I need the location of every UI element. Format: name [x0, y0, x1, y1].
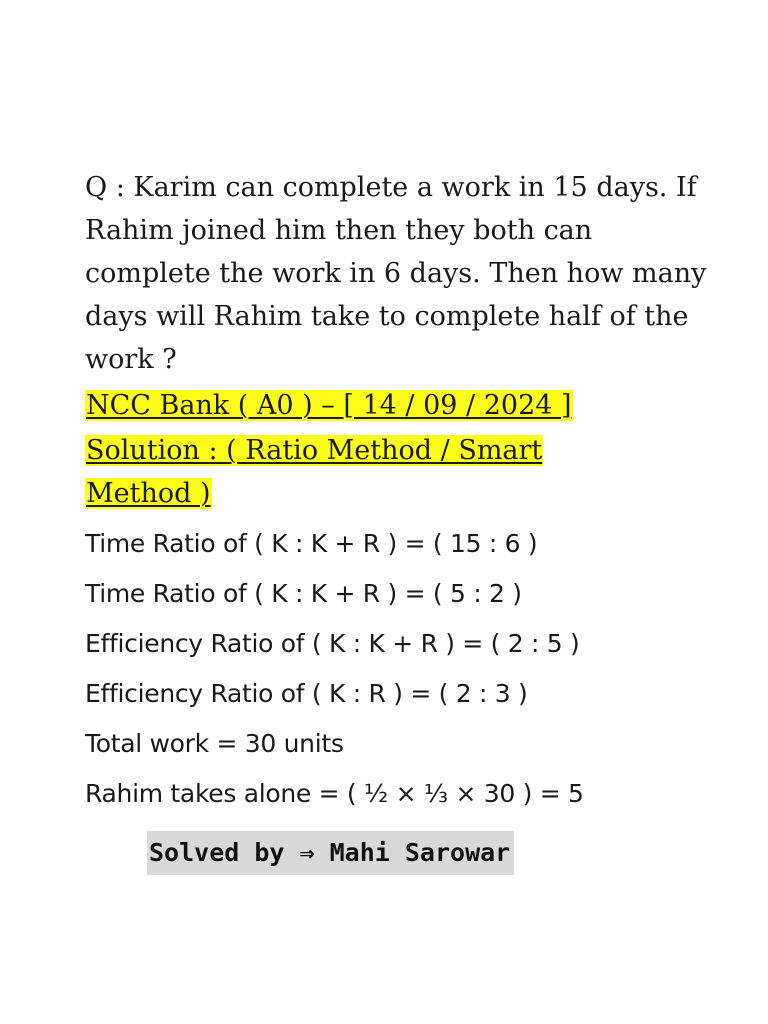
solution-document — [85, 166, 725, 819]
author-credit: Solved by ⇒ Mahi Sarowar — [147, 831, 514, 875]
step-final-answer: Rahim takes alone = ( ½ × ⅓ × 30 ) = 5 — [85, 779, 584, 808]
solution-heading-label: Solution : ( Ratio Method / Smart Method ) — [86, 435, 543, 509]
step-total-work: Total work = 30 units — [85, 729, 344, 758]
step-time-ratio-simplified: Time Ratio of ( K : K + R ) = ( 5 : 2 ) — [85, 579, 522, 608]
solution-heading — [85, 429, 605, 515]
step-time-ratio-raw: Time Ratio of ( K : K + R ) = ( 15 : 6 ) — [85, 529, 538, 558]
credit-line — [147, 831, 514, 875]
exam-source-label: NCC Bank ( A0 ) – [ 14 / 09 / 2024 ] — [86, 390, 572, 421]
step-efficiency-ratio-individual: Efficiency Ratio of ( K : R ) = ( 2 : 3 ) — [85, 679, 528, 708]
exam-source — [85, 383, 725, 429]
step-efficiency-ratio-combined: Efficiency Ratio of ( K : K + R ) = ( 2 : 5 ) — [85, 629, 580, 658]
question-text: Q : Karim can complete a work in 15 days. If Rahim joined him then they both can complete the work in 6 days. Then how many days will Rahim take to complete half of the work ? — [85, 172, 707, 375]
solution-steps — [85, 519, 725, 819]
